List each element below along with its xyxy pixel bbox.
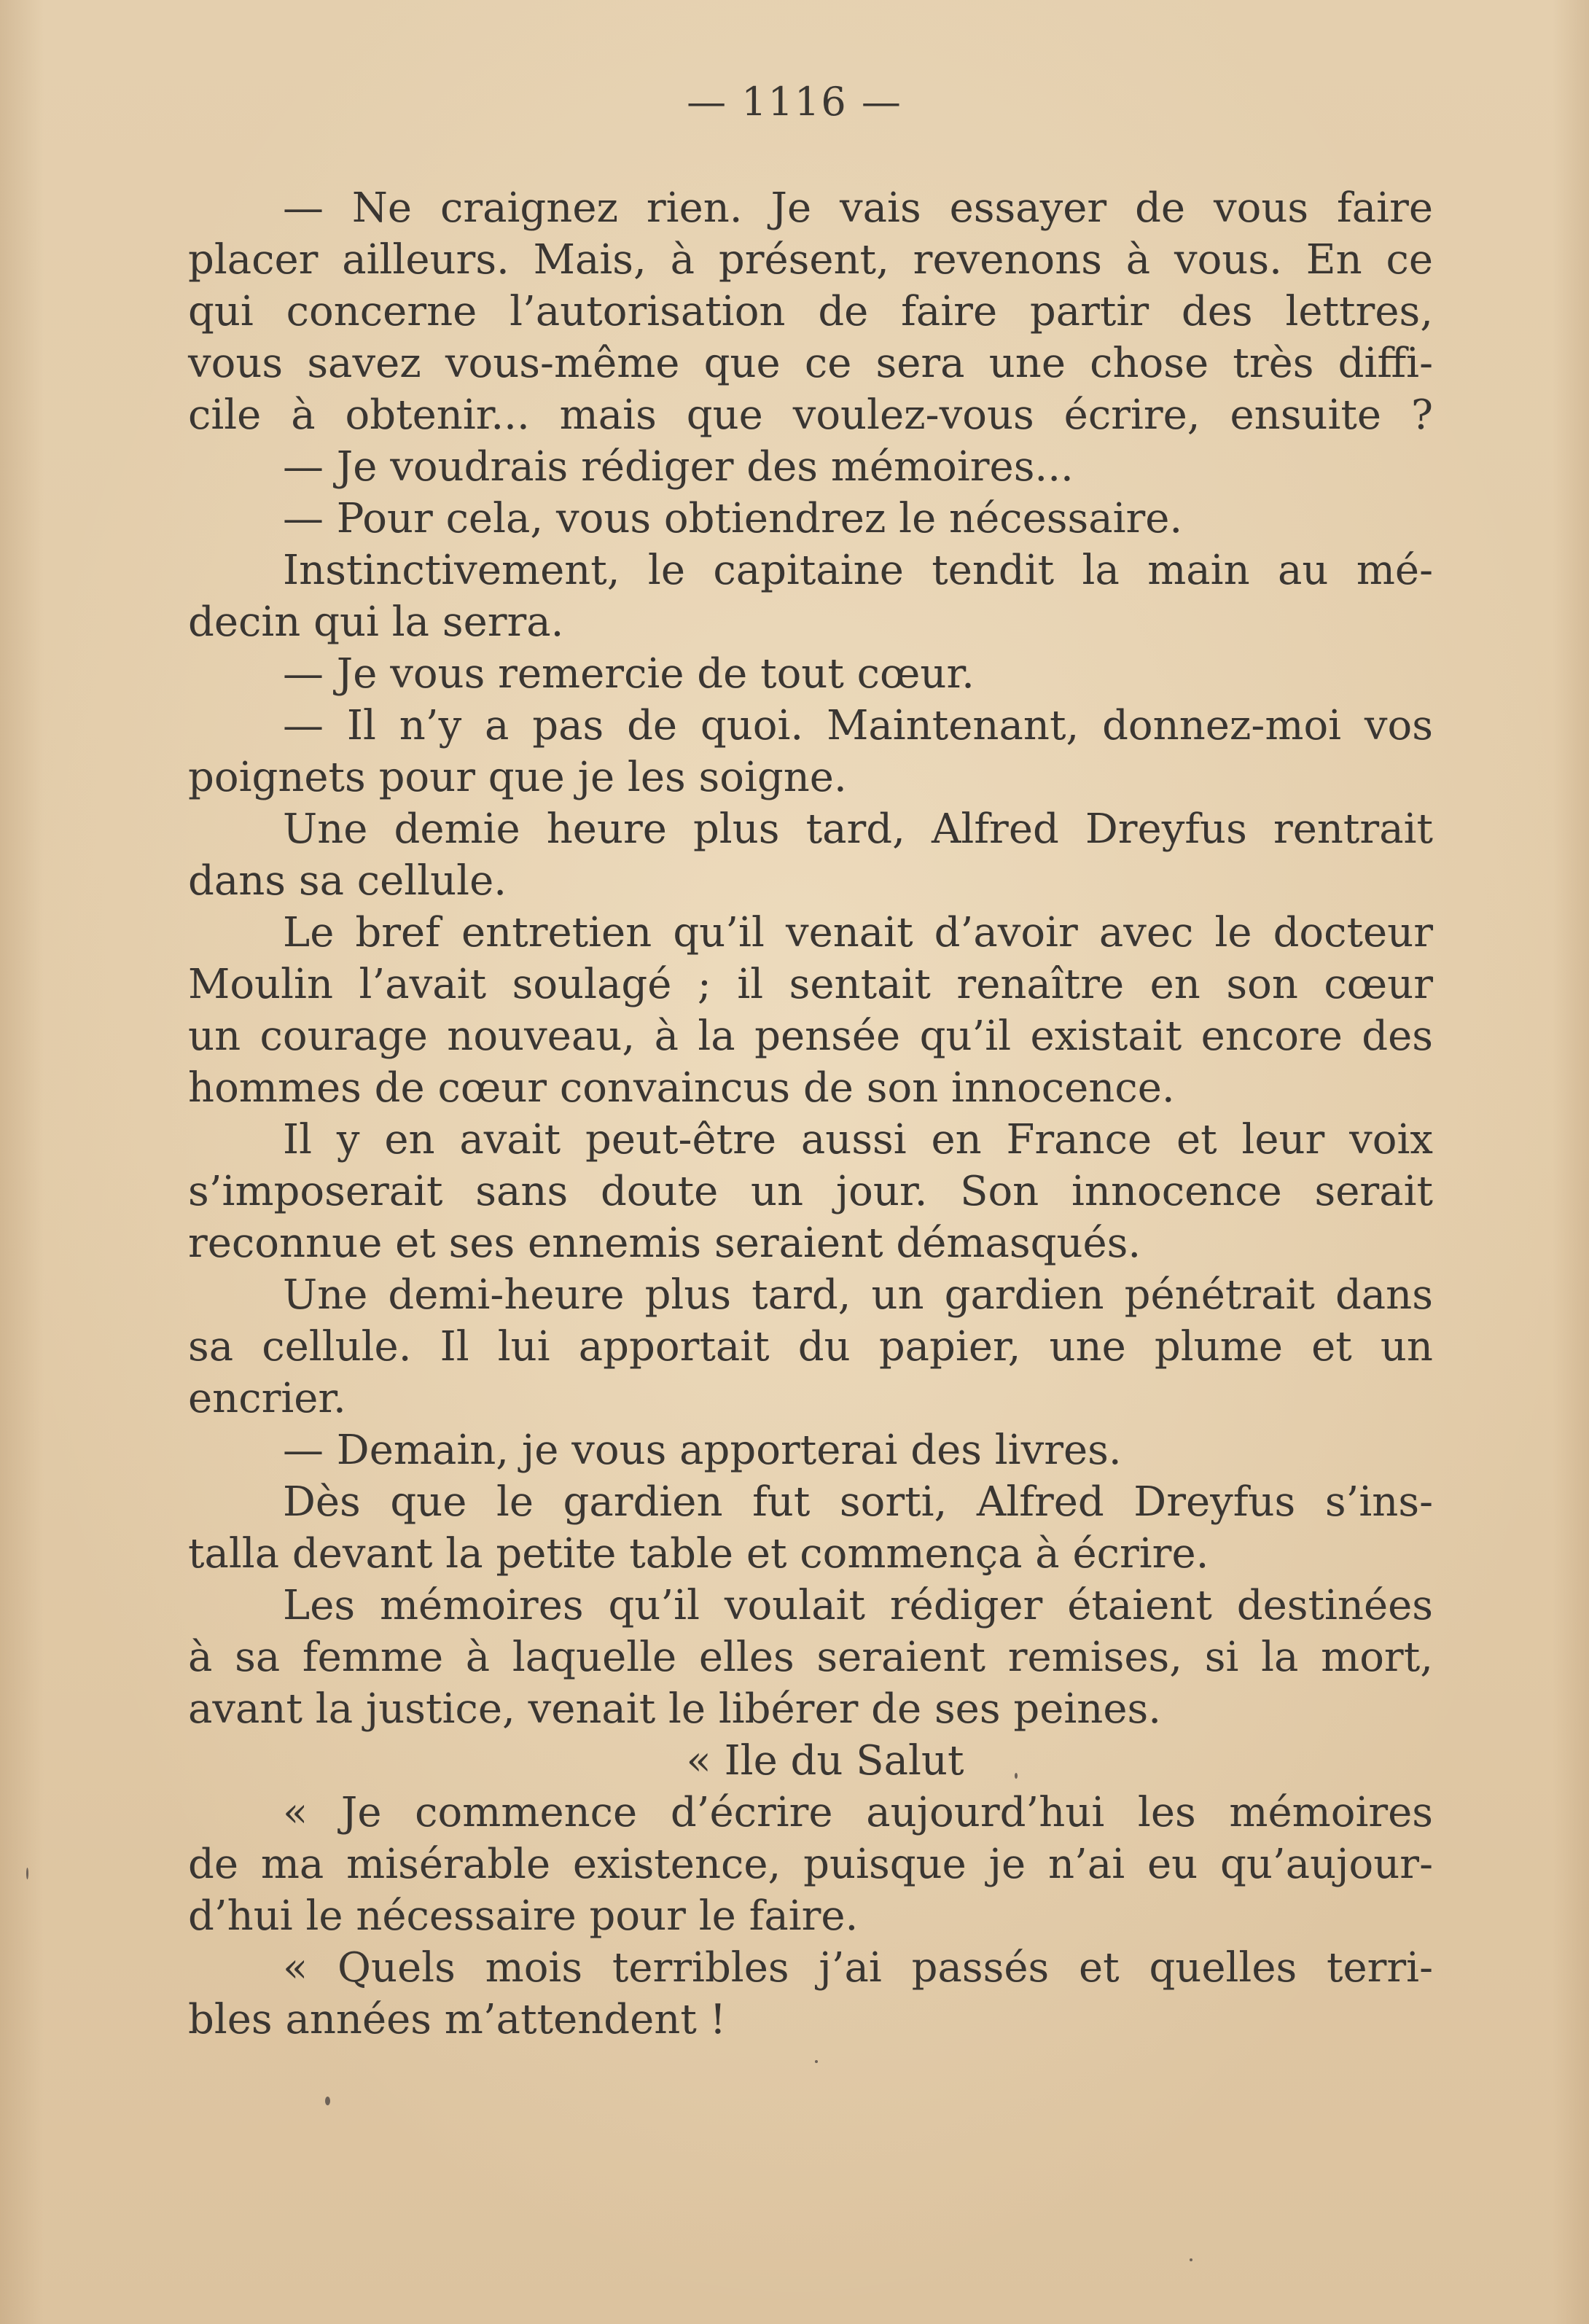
page-shadow-left: [0, 0, 44, 2324]
text-line: reconnue et ses ennemis seraient démasqués.: [188, 1220, 1141, 1267]
ink-speck: [26, 1868, 28, 1879]
ink-speck: [325, 2097, 330, 2105]
text-line: encrier.: [188, 1375, 346, 1422]
text-line: — Je vous remercie de tout cœur.: [283, 650, 975, 698]
text-line: Moulin l’avait soulagé ; il sentait renaître en son cœur: [188, 961, 1433, 1008]
text-line: — Ne craignez rien. Je vais essayer de vous faire: [283, 184, 1433, 232]
text-line: Le bref entretien qu’il venait d’avoir avec le docteur: [283, 909, 1433, 956]
ink-speck: [1190, 2258, 1192, 2261]
ink-speck: [1015, 1773, 1018, 1779]
text-line: « Ile du Salut: [686, 1737, 964, 1785]
ink-speck: [815, 2060, 818, 2063]
text-line: d’hui le nécessaire pour le faire.: [188, 1892, 859, 1940]
text-line: decin qui la serra.: [188, 598, 564, 646]
text-line: — Il n’y a pas de quoi. Maintenant, donnez-moi vos: [283, 702, 1433, 749]
body-text: [188, 182, 1433, 2046]
text-line: Il y en avait peut-être aussi en France et leur voix: [283, 1116, 1433, 1163]
text-line: « Je commence d’écrire aujourd’hui les mémoires: [283, 1789, 1433, 1836]
text-line: dans sa cellule.: [188, 857, 507, 905]
text-line: cile à obtenir... mais que voulez-vous écrire, ensuite ?: [188, 391, 1433, 439]
text-line: avant la justice, venait le libérer de ses peines.: [188, 1685, 1162, 1733]
text-line: bles années m’attendent !: [188, 1996, 727, 2043]
text-line: un courage nouveau, à la pensée qu’il existait encore des: [188, 1013, 1433, 1060]
text-line: Dès que le gardien fut sorti, Alfred Dreyfus s’ins-: [283, 1478, 1433, 1526]
text-line: qui concerne l’autorisation de faire partir des lettres,: [188, 288, 1433, 335]
text-line: — Je voudrais rédiger des mémoires...: [283, 443, 1074, 491]
text-line: s’imposerait sans doute un jour. Son innocence serait: [188, 1168, 1433, 1215]
text-line: — Demain, je vous apporterai des livres.: [283, 1427, 1122, 1474]
text-line: poignets pour que je les soigne.: [188, 754, 847, 801]
text-line: sa cellule. Il lui apportait du papier, une plume et un: [188, 1323, 1433, 1370]
page-number: — 1116 —: [687, 79, 902, 125]
text-line: — Pour cela, vous obtiendrez le nécessaire.: [283, 495, 1183, 542]
text-line: hommes de cœur convaincus de son innocence.: [188, 1064, 1175, 1112]
text-line: de ma misérable existence, puisque je n’ai eu qu’aujour-: [188, 1841, 1433, 1888]
text-line: Une demie heure plus tard, Alfred Dreyfus rentrait: [283, 806, 1433, 853]
text-line: Une demi-heure plus tard, un gardien pénétrait dans: [283, 1271, 1433, 1319]
text-line: placer ailleurs. Mais, à présent, revenons à vous. En ce: [188, 236, 1433, 284]
text-line: talla devant la petite table et commença à écrire.: [188, 1530, 1209, 1578]
page-shadow-right: [1553, 0, 1589, 2324]
text-line: Les mémoires qu’il voulait rédiger étaient destinées: [283, 1582, 1433, 1629]
text-line: Instinctivement, le capitaine tendit la main au mé-: [283, 547, 1433, 594]
text-line: à sa femme à laquelle elles seraient remises, si la mort,: [188, 1634, 1433, 1681]
text-line: « Quels mois terribles j’ai passés et quelles terri-: [283, 1944, 1433, 1992]
text-line: vous savez vous-même que ce sera une chose très diffi-: [188, 340, 1433, 387]
